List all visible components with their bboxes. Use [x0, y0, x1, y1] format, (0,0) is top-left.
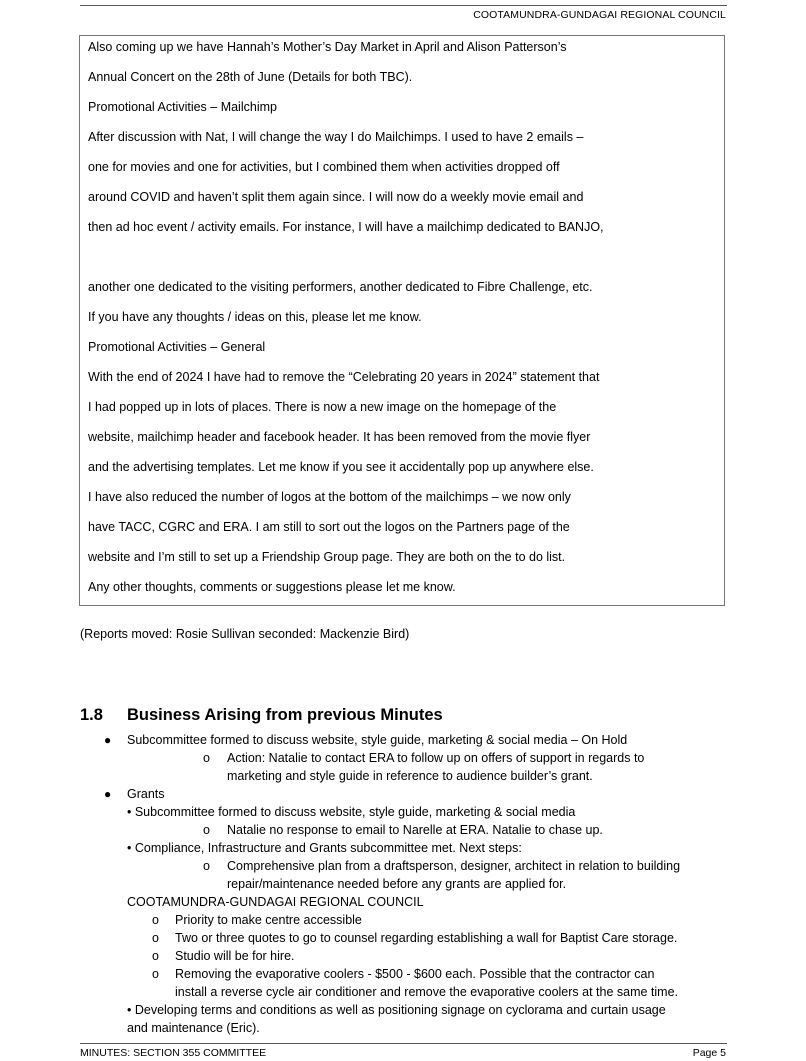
- bullet-icon: ●: [104, 787, 112, 801]
- footer-page-number: Page 5: [692, 1047, 726, 1059]
- report-line: have TACC, CGRC and ERA. I am still to sort out the logos on the Partners page of the: [88, 520, 570, 534]
- footer-title: MINUTES: SECTION 355 COMMITTEE: [80, 1047, 267, 1059]
- footer-rule: [80, 1043, 727, 1044]
- bullet-icon: ●: [104, 733, 112, 747]
- report-line: After discussion with Nat, I will change the way I do Mailchimps. I used to have 2 emails –: [88, 130, 584, 144]
- section-number: 1.8: [80, 706, 103, 724]
- report-line: Promotional Activities – Mailchimp: [88, 100, 277, 114]
- report-line: Promotional Activities – General: [88, 340, 266, 354]
- report-line: website, mailchimp header and facebook header. It has been removed from the movie flyer: [88, 430, 591, 444]
- list-item: • Compliance, Infrastructure and Grants subcommittee met. Next steps:: [127, 841, 522, 855]
- list-item: • Developing terms and conditions as well as positioning signage on cyclorama and curtain usage: [127, 1003, 666, 1017]
- circle-bullet-icon: o: [152, 967, 159, 981]
- report-line: another one dedicated to the visiting performers, another dedicated to Fibre Challenge, etc.: [88, 280, 593, 294]
- list-item: Studio will be for hire.: [175, 949, 295, 963]
- report-line: Any other thoughts, comments or suggestions please let me know.: [88, 580, 456, 594]
- list-item-continuation: install a reverse cycle air conditioner and remove the evaporative coolers at the same time.: [175, 985, 679, 999]
- list-item: Removing the evaporative coolers - $500 - $600 each. Possible that the contractor can: [175, 967, 655, 981]
- report-line: I have also reduced the number of logos at the bottom of the mailchimps – we now only: [88, 490, 571, 504]
- section-title: Business Arising from previous Minutes: [127, 706, 443, 724]
- header-organisation: COOTAMUNDRA-GUNDAGAI REGIONAL COUNCIL: [473, 9, 726, 21]
- circle-bullet-icon: o: [203, 751, 210, 765]
- list-item-continuation: marketing and style guide in reference to audience builder’s grant.: [227, 769, 593, 783]
- report-line: and the advertising templates. Let me know if you see it accidentally pop up anywhere else.: [88, 460, 594, 474]
- report-line: If you have any thoughts / ideas on this, please let me know.: [88, 310, 422, 324]
- circle-bullet-icon: o: [152, 949, 159, 963]
- council-heading: COOTAMUNDRA-GUNDAGAI REGIONAL COUNCIL: [127, 895, 424, 909]
- report-line: website and I’m still to set up a Friendship Group page. They are both on the to do list.: [88, 550, 566, 564]
- report-line: one for movies and one for activities, but I combined them when activities dropped off: [88, 160, 560, 174]
- header-rule: [80, 5, 727, 6]
- report-line: Also coming up we have Hannah’s Mother’s Day Market in April and Alison Patterson’s: [88, 40, 567, 54]
- report-box: [79, 35, 725, 606]
- report-line: Annual Concert on the 28th of June (Details for both TBC).: [88, 70, 413, 84]
- circle-bullet-icon: o: [203, 823, 210, 837]
- report-line: around COVID and haven’t split them again since. I will now do a weekly movie email and: [88, 190, 584, 204]
- list-item: Grants: [127, 787, 165, 801]
- list-item: Two or three quotes to go to counsel regarding establishing a wall for Baptist Care storage.: [175, 931, 678, 945]
- list-item: Comprehensive plan from a draftsperson, designer, architect in relation to building: [227, 859, 681, 873]
- list-item: Action: Natalie to contact ERA to follow up on offers of support in regards to: [227, 751, 645, 765]
- list-item: Natalie no response to email to Narelle at ERA. Natalie to chase up.: [227, 823, 603, 837]
- list-item-continuation: and maintenance (Eric).: [127, 1021, 260, 1035]
- moved-note: (Reports moved: Rosie Sullivan seconded: Mackenzie Bird): [80, 627, 410, 641]
- circle-bullet-icon: o: [152, 931, 159, 945]
- report-line: With the end of 2024 I have had to remove the “Celebrating 20 years in 2024” statement that: [88, 370, 600, 384]
- list-item-continuation: repair/maintenance needed before any grants are applied for.: [227, 877, 567, 891]
- report-line: then ad hoc event / activity emails. For instance, I will have a mailchimp dedicated to BANJO,: [88, 220, 604, 234]
- list-item: Subcommittee formed to discuss website, style guide, marketing & social media – On Hold: [127, 733, 628, 747]
- circle-bullet-icon: o: [203, 859, 210, 873]
- circle-bullet-icon: o: [152, 913, 159, 927]
- report-line: I had popped up in lots of places. There is now a new image on the homepage of the: [88, 400, 557, 414]
- list-item: • Subcommittee formed to discuss website, style guide, marketing & social media: [127, 805, 576, 819]
- list-item: Priority to make centre accessible: [175, 913, 362, 927]
